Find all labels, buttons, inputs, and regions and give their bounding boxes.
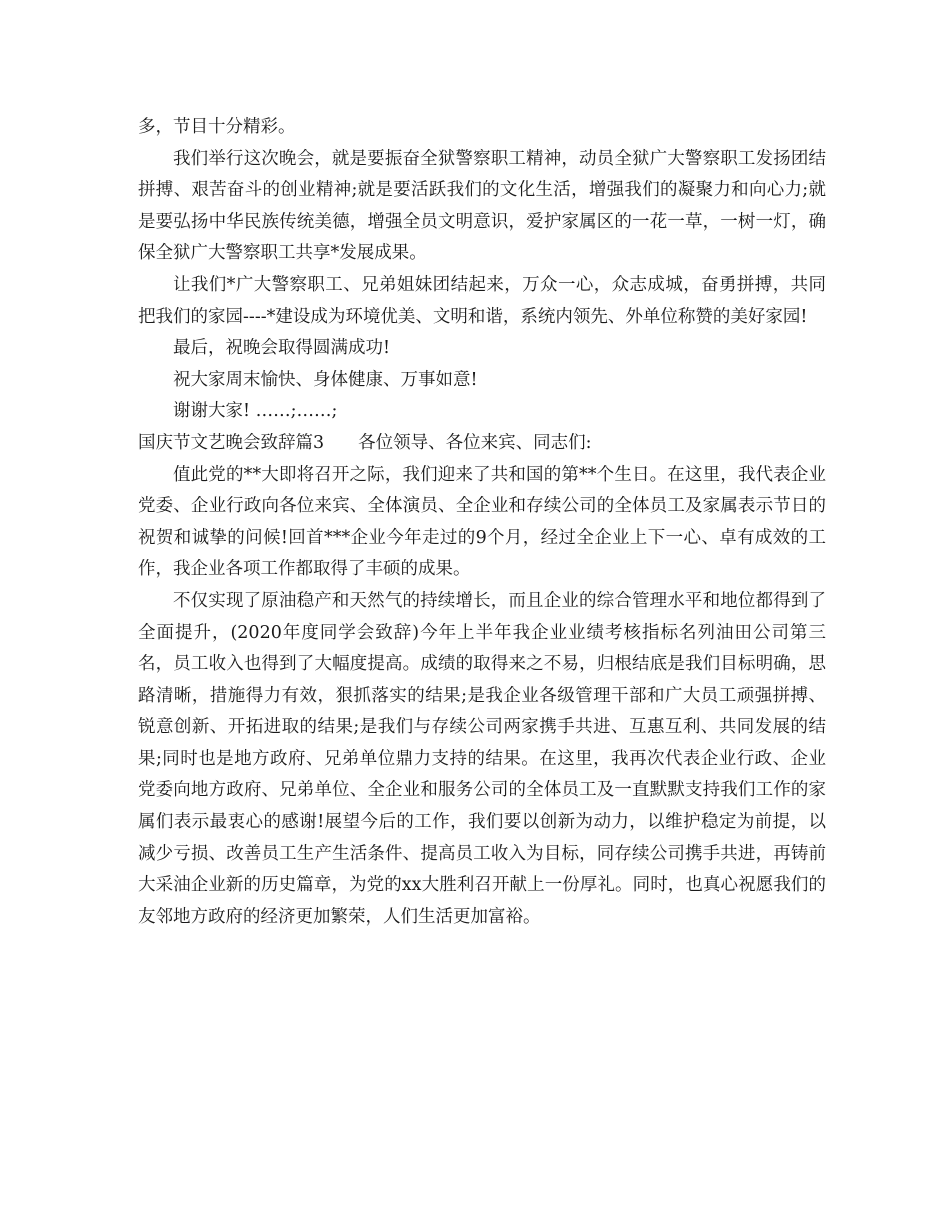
section-heading (138, 428, 826, 460)
paragraph-thanks: 谢谢大家! ……;……; (173, 401, 338, 422)
paragraph-anniversary: 值此党的**大即将召开之际，我们迎来了共和国的第**个生日。在这里，我代表企业党委、企业行政向各位来宾、全体演员、全企业和存续公司的全体员工及家属表示节日的祝贺和诚挚的问候!回首***企业今年走过的9个月，经过全企业上下一心、卓有成效的工作，我企业各项工作都取得了丰硕的成果。 (138, 464, 826, 580)
section-salutation: 各位领导、各位来宾、同志们: (358, 432, 592, 453)
section-title: 国庆节文艺晚会致辞篇3 (138, 432, 325, 453)
paragraph-achievements: 不仅实现了原油稳产和天然气的持续增长，而且企业的综合管理水平和地位都得到了全面提升，(2020年度同学会致辞)今年上半年我企业业绩考核指标名列油田公司第三名，员工收入也得到了大幅度提高。成绩的取得来之不易，归根结底是我们目标明确，思路清晰，措施得力有效，狠抓落实的结果;是我企业各级管理干部和广大员工顽强拼搏、锐意创新、开拓进取的结果;是我们与存续公司两家携手共进、互惠互利、共同发展的结果;同时也是地方政府、兄弟单位鼎力支持的结果。在这里，我再次代表企业行政、企业党委向地方政府、兄弟单位、全企业和服务公司的全体员工及一直默默支持我们工作的家属们表示最衷心的感谢!展望今后的工作，我们要以创新为动力，以维护稳定为前提，以减少亏损、改善员工生产生活条件、提高员工收入为目标，同存续公司携手共进，再铸前大采油企业新的历史篇章，为党的xx大胜利召开献上一份厚礼。同时，也真心祝愿我们的友邻地方政府的经济更加繁荣，人们生活更加富裕。 (138, 590, 826, 927)
paragraph-purpose: 我们举行这次晚会，就是要振奋全狱警察职工精神，动员全狱广大警察职工发扬团结拼搏、艰苦奋斗的创业精神;就是要活跃我们的文化生活，增强我们的凝聚力和向心力;就是要弘扬中华民族传统美德，增强全员文明意识，爱护家属区的一花一草，一树一灯，确保全狱广大警察职工共享*发展成果。 (138, 148, 826, 264)
paragraph-greeting: 祝大家周末愉快、身体健康、万事如意! (173, 369, 478, 390)
paragraph-closing-wish: 最后，祝晚会取得圆满成功! (173, 338, 391, 359)
document-body (138, 112, 826, 933)
paragraph-call-to-unite: 让我们*广大警察职工、兄弟姐妹团结起来，万众一心，众志成城，奋勇拼搏，共同把我们的家园----*建设成为环境优美、文明和谐，系统内领先、外单位称赞的美好家园! (138, 274, 826, 327)
paragraph-continuation: 多，节目十分精彩。 (138, 117, 296, 137)
